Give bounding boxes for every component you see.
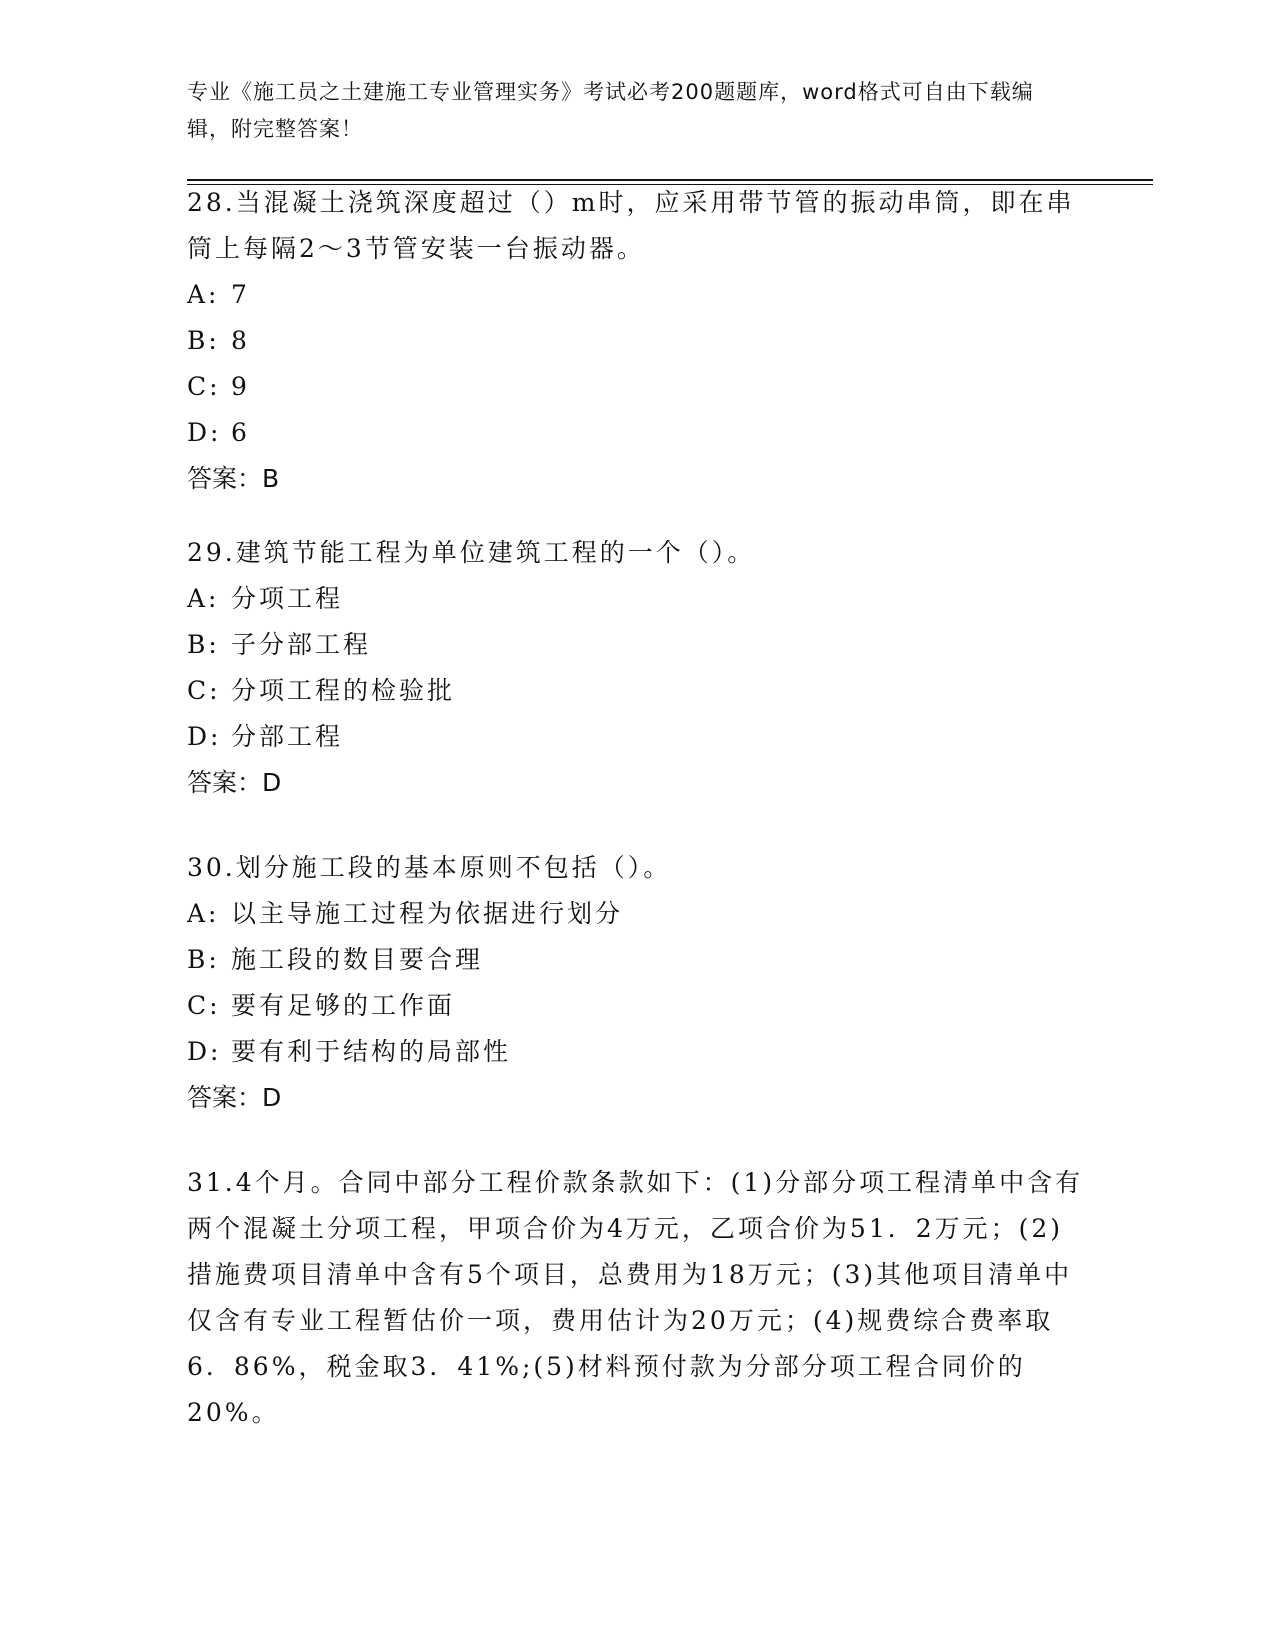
question-29 [187, 530, 1087, 806]
option-text: 要有足够的工作面 [231, 991, 456, 1020]
option-text: 子分部工程 [231, 630, 372, 659]
question-28-option-b [187, 318, 1087, 364]
question-29-option-a [187, 576, 1087, 622]
question-28-text: 28.当混凝土浇筑深度超过（）m时，应采用带节管的振动串筒，即在串筒上每隔2～3节管安装一台振动器。 [187, 188, 1075, 263]
option-letter: D: [187, 418, 222, 447]
question-28-option-a [187, 272, 1087, 318]
question-31 [187, 1160, 1087, 1436]
option-letter: A: [187, 584, 220, 613]
question-28 [187, 180, 1087, 502]
option-letter: B: [187, 326, 220, 355]
document-header: 专业《施工员之土建施工专业管理实务》考试必考200题题库，word格式可自由下载编辑，附完整答案！ [187, 80, 1034, 141]
question-29-option-c [187, 668, 1087, 714]
option-letter: A: [187, 280, 220, 309]
option-letter: C: [187, 991, 221, 1020]
option-letter: C: [187, 676, 221, 705]
option-text: 要有利于结构的局部性 [231, 1037, 512, 1066]
question-30-option-b [187, 937, 1087, 983]
question-30-option-d [187, 1029, 1087, 1075]
option-text: 分项工程 [231, 584, 344, 613]
question-29-answer: 答案：D [187, 768, 282, 797]
option-letter: C: [187, 372, 221, 401]
question-29-option-b [187, 622, 1087, 668]
question-31-text: 31.4个月。合同中部分工程价款条款如下：(1)分部分项工程清单中含有两个混凝土分项工程，甲项合价为4万元，乙项合价为51．2万元；(2)措施费项目清单中含有5个项目，总费用为18万元；(3)其他项目清单中仅含有专业工程暂估价一项，费用估计为20万元；(4)规费综合费率取6．86%，税金取3．41%;(5)材料预付款为分部分项工程合同价的20%。 [187, 1168, 1084, 1427]
question-29-option-d [187, 714, 1087, 760]
option-letter: D: [187, 1037, 222, 1066]
question-30 [187, 845, 1087, 1121]
option-text: 分项工程的检验批 [231, 676, 456, 705]
question-28-option-d [187, 410, 1087, 456]
option-letter: B: [187, 630, 220, 659]
question-28-option-c [187, 364, 1087, 410]
option-text: 分部工程 [231, 722, 344, 751]
question-29-text: 29.建筑节能工程为单位建筑工程的一个（）。 [187, 538, 756, 567]
question-30-option-a [187, 891, 1087, 937]
question-28-answer: 答案：B [187, 464, 280, 493]
option-letter: B: [187, 945, 220, 974]
option-text: 7 [231, 280, 250, 309]
question-30-answer: 答案：D [187, 1083, 282, 1112]
option-text: 施工段的数目要合理 [231, 945, 484, 974]
option-text: 8 [231, 326, 250, 355]
option-text: 6 [231, 418, 250, 447]
question-30-option-c [187, 983, 1087, 1029]
option-letter: D: [187, 722, 222, 751]
option-text: 以主导施工过程为依据进行划分 [231, 899, 624, 928]
question-30-text: 30.划分施工段的基本原则不包括（）。 [187, 853, 672, 882]
option-letter: A: [187, 899, 220, 928]
option-text: 9 [231, 372, 250, 401]
